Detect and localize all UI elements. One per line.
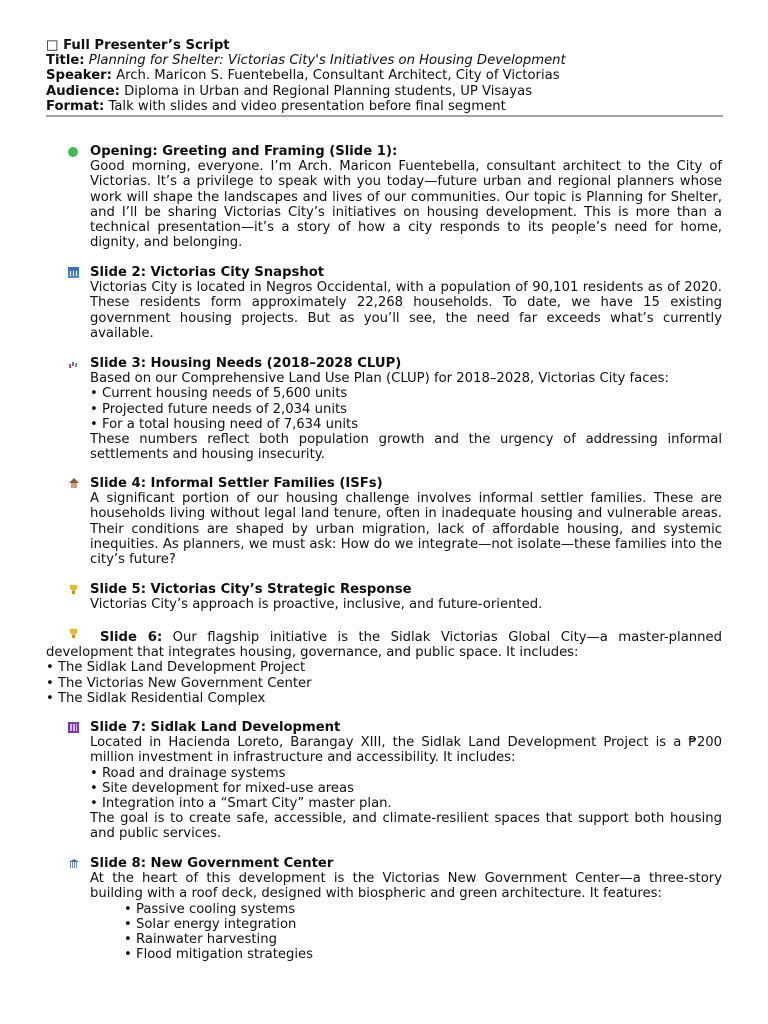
audience-row (46, 84, 724, 99)
title-row (46, 53, 724, 68)
list-item: • Site development for mixed-use areas (90, 781, 722, 796)
list-item: • For a total housing need of 7,634 units (90, 417, 722, 432)
section-title: Slide 2: Victorias City Snapshot (90, 265, 325, 280)
section-body: Our flagship initiative is the Sidlak Victorias Global City—a master-planned development that integrates housing, governance, and public space. It includes: (46, 630, 722, 661)
format-value: Talk with slides and video presentation before final segment (108, 98, 506, 114)
section-slide-2 (46, 265, 722, 341)
list-item: • The Victorias New Government Center (46, 676, 722, 691)
section-intro: Located in Hacienda Loreto, Barangay XIII, the Sidlak Land Development Project is a ₱200 million investment in infrastructure and accessibility. It includes: (90, 735, 722, 766)
bullet-list (46, 660, 722, 706)
section-outro: These numbers reflect both population growth and the urgency of addressing informal settlements and housing insecurity. (90, 432, 722, 463)
trophy-icon (68, 584, 79, 595)
section-body: Victorias City is located in Negros Occidental, with a population of 90,101 residents as of 2020. These residents form approximately 22,268 households. To date, we have 15 existing government housing projects. But as you’ll see, the need far exceeds what’s currently available. (90, 280, 722, 341)
title-value: Planning for Shelter: Victorias City's Initiatives on Housing Development (88, 53, 566, 69)
section-slide-3 (46, 356, 722, 462)
title-label: Title: (46, 53, 85, 69)
section-opening (46, 144, 722, 250)
list-item: • The Sidlak Land Development Project (46, 660, 722, 675)
heading-row (46, 38, 724, 53)
speaker-value: Arch. Maricon S. Fuentebella, Consultant Architect, City of Victorias (116, 68, 560, 84)
section-title: Slide 4: Informal Settler Families (ISFs) (90, 476, 383, 491)
audience-label: Audience: (46, 83, 120, 99)
format-row (46, 99, 724, 114)
bullet-list (90, 766, 722, 812)
section-body: Good morning, everyone. I’m Arch. Maricon Fuentebella, consultant architect to the City of Victorias. It’s a privilege to speak with you today—future urban and regional planners whose work will shape the landscapes and lives of our communities. Our topic is Planning for Shelter, and I’ll be sharing Victorias City’s initiatives on housing development. This is more than a technical presentation—it’s a story of how a city responds to its people’s need for home, dignity, and belonging. (90, 159, 722, 251)
section-title: Slide 6: (100, 630, 163, 645)
bullet-list (124, 902, 722, 963)
list-item: • Solar energy integration (124, 917, 722, 932)
list-item: • Current housing needs of 5,600 units (90, 386, 722, 401)
section-slide-8 (46, 856, 722, 962)
green-circle-icon (68, 147, 78, 157)
section-body: Victorias City’s approach is proactive, inclusive, and future-oriented. (90, 597, 543, 613)
list-item: • Integration into a “Smart City” master plan. (90, 796, 722, 811)
section-title: Slide 3: Housing Needs (2018–2028 CLUP) (90, 356, 402, 371)
list-item: • Projected future needs of 2,034 units (90, 402, 722, 417)
building-icon (68, 722, 79, 733)
heading-text: Full Presenter’s Script (63, 38, 230, 53)
list-item: • Road and drainage systems (90, 766, 722, 781)
section-intro: At the heart of this development is the Victorias New Government Center—a three-story building with a roof deck, designed with biospheric and green architecture. It features: (90, 871, 722, 902)
cityscape-icon (68, 267, 79, 278)
section-slide-4 (46, 476, 722, 567)
section-body: A significant portion of our housing challenge involves informal settler families. These are households living without legal land tenure, often in inadequate housing and vulnerable areas. Their conditions are shaped by urban migration, lack of affordable housing, and systemic inequities. As planners, we must ask: How do we integrate—not isolate—these families into the city’s future? (90, 491, 722, 567)
section-title: Slide 5: Victorias City’s Strategic Response (90, 582, 412, 597)
script-header (46, 38, 724, 114)
section-slide-6 (46, 628, 722, 706)
heading-icon: □ (46, 38, 59, 53)
section-title: Slide 7: Sidlak Land Development (90, 720, 341, 735)
speaker-label: Speaker: (46, 68, 112, 84)
section-intro: Based on our Comprehensive Land Use Plan (CLUP) for 2018–2028, Victorias City faces: (90, 371, 669, 387)
format-label: Format: (46, 98, 105, 114)
section-title: Slide 8: New Government Center (90, 856, 334, 871)
section-slide-7 (46, 720, 722, 842)
list-item: • The Sidlak Residential Complex (46, 691, 722, 706)
section-slide-5 (46, 582, 722, 612)
section-outro: The goal is to create safe, accessible, and climate-resilient spaces that support both housing and public services. (90, 811, 722, 842)
list-item: • Passive cooling systems (124, 902, 722, 917)
speaker-row (46, 68, 724, 83)
trophy-icon (68, 628, 80, 640)
bar-chart-icon (68, 358, 79, 369)
house-icon (68, 478, 79, 489)
government-building-icon (68, 858, 79, 869)
section-title: Opening: Greeting and Framing (Slide 1): (90, 144, 398, 159)
list-item: • Flood mitigation strategies (124, 947, 722, 962)
header-divider (46, 115, 723, 117)
list-item: • Rainwater harvesting (124, 932, 722, 947)
bullet-list (90, 386, 722, 432)
audience-value: Diploma in Urban and Regional Planning students, UP Visayas (124, 83, 533, 99)
